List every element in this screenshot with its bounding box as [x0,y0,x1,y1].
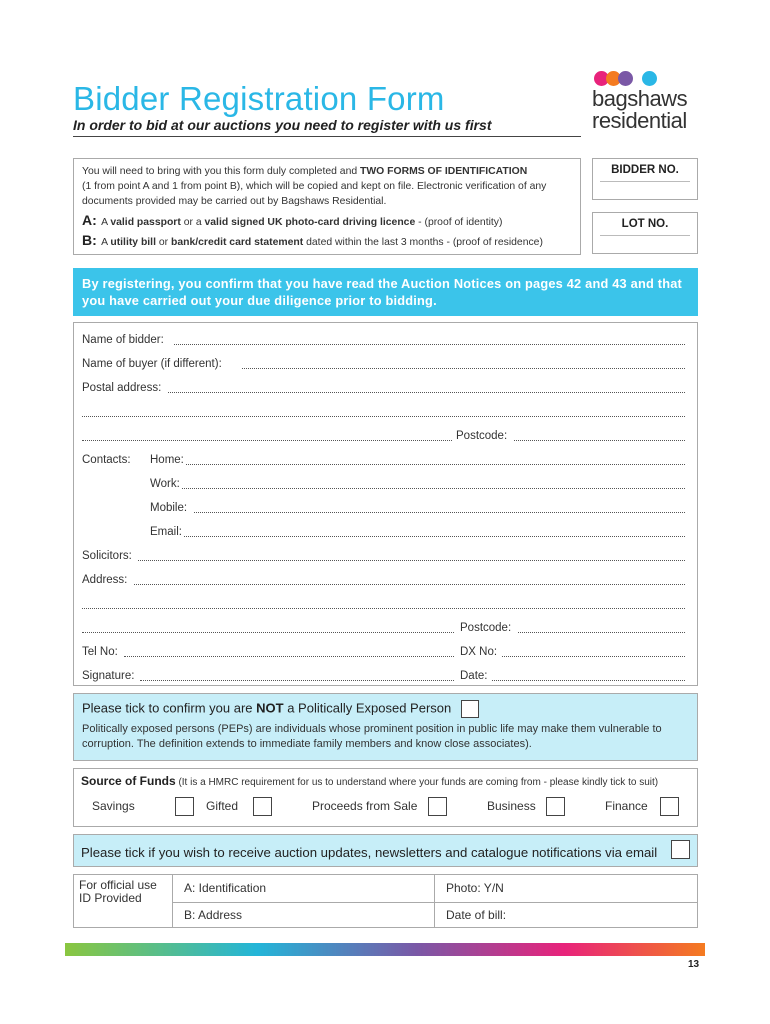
savings-checkbox[interactable] [175,797,194,816]
newsletter-text: Please tick if you wish to receive auction updates, newsletters and catalogue notifications via email [81,845,658,860]
photo-yn-cell: Photo: Y/N [446,881,504,895]
bidder-number-label: BIDDER NO. [611,164,679,176]
name-of-bidder-field[interactable] [174,333,685,345]
logo-dot-purple [618,71,633,86]
date-field[interactable] [492,669,685,681]
fund-option-finance: Finance [605,799,648,813]
source-of-funds [73,768,698,827]
logo-dots [594,71,664,87]
fund-option-savings: Savings [92,799,135,813]
solicitor-address-field-2[interactable] [82,597,685,609]
id-point-b: B: A utility bill or bank/credit card statement dated within the last 3 months - (proof of residence) [82,232,543,248]
bagshaws-logo [592,71,702,137]
pep-checkbox[interactable] [461,700,479,718]
work-label: Work: [150,478,180,490]
postal-address-field-2[interactable] [82,405,685,417]
gifted-checkbox[interactable] [253,797,272,816]
official-use-label: For official use [79,878,157,892]
lot-number-box[interactable] [592,212,698,254]
signature-field[interactable] [140,669,454,681]
home-label: Home: [150,454,184,466]
finance-checkbox[interactable] [660,797,679,816]
business-checkbox[interactable] [546,797,565,816]
signature-label: Signature: [82,670,135,682]
home-phone-field[interactable] [186,453,685,465]
newsletter-optin [73,834,698,867]
postal-address-field-3[interactable] [82,429,452,441]
id-provided-label: ID Provided [79,891,142,905]
subtitle-divider [73,136,581,137]
funds-heading: Source of Funds (It is a HMRC requirement for us to understand where your funds are coming from - please kindly tick to suit) [81,774,659,788]
solicitors-label: Solicitors: [82,550,132,562]
postal-address-label: Postal address: [82,382,162,394]
pep-description: Politically exposed persons (PEPs) are individuals whose prominent position in public life may make them vulnerable to corruption. The definition extends to immediate family members and know close associates). [82,723,662,750]
mobile-label: Mobile: [150,502,188,514]
bidder-number-box[interactable] [592,158,698,200]
tel-no-field[interactable] [124,645,454,657]
fund-option-proceeds: Proceeds from Sale [312,799,418,813]
solicitor-address-field-3[interactable] [82,621,454,633]
dx-no-label: DX No: [460,646,498,658]
postcode-label-1: Postcode: [456,430,508,442]
solicitor-address-field-1[interactable] [134,573,685,585]
form-subtitle: In order to bid at our auctions you need to register with us first [73,117,492,133]
postcode-field-2[interactable] [518,621,685,633]
tel-no-label: Tel No: [82,646,118,658]
address-label: Address: [82,574,128,586]
id-point-a: A: A valid passport or a valid signed UK photo-card driving licence - (proof of identity) [82,212,503,228]
due-diligence-banner: By registering, you confirm that you have read the Auction Notices on pages 42 and 43 and that you have carried out your due diligence prior to bidding. [73,268,698,316]
dx-no-field[interactable] [502,645,685,657]
contacts-label: Contacts: [82,454,131,466]
a-identification-cell: A: Identification [184,881,267,895]
id-intro-text: You will need to bring with you this form duly completed and TWO FORMS OF IDENTIFICATION (1 from point A and 1 from point B), which will be copied and kept on file. Electronic verification of any documents provided may be carried out by Bagshaws Residential. [82,166,547,207]
solicitors-field[interactable] [138,549,685,561]
official-use-table [73,874,698,928]
date-label: Date: [460,670,488,682]
date-of-bill-cell: Date of bill: [446,908,507,922]
fund-option-business: Business [487,799,536,813]
form-title: Bidder Registration Form [73,80,445,117]
mobile-phone-field[interactable] [194,501,685,513]
footer-gradient-bar [65,943,705,956]
email-label: Email: [150,526,182,538]
identification-requirements [73,158,581,255]
name-of-bidder-label: Name of bidder: [82,334,164,346]
proceeds-checkbox[interactable] [428,797,447,816]
bidder-details-form [73,322,698,686]
logo-text-residential: residential [592,108,687,133]
b-address-cell: B: Address [184,908,243,922]
page-number: 13 [688,959,700,970]
email-field[interactable] [184,525,685,537]
pep-declaration [73,693,698,761]
newsletter-checkbox[interactable] [671,840,690,859]
work-phone-field[interactable] [182,477,685,489]
postal-address-field-1[interactable] [168,381,685,393]
postcode-field-1[interactable] [514,429,685,441]
lot-number-label: LOT NO. [621,218,669,230]
name-of-buyer-field[interactable] [242,357,685,369]
postcode-label-2: Postcode: [460,622,512,634]
pep-title: Please tick to confirm you are NOT a Politically Exposed Person [82,700,689,718]
name-of-buyer-label: Name of buyer (if different): [82,358,222,370]
fund-option-gifted: Gifted [206,799,239,813]
logo-text-bagshaws: bagshaws [592,86,688,111]
logo-dot-blue [642,71,657,86]
